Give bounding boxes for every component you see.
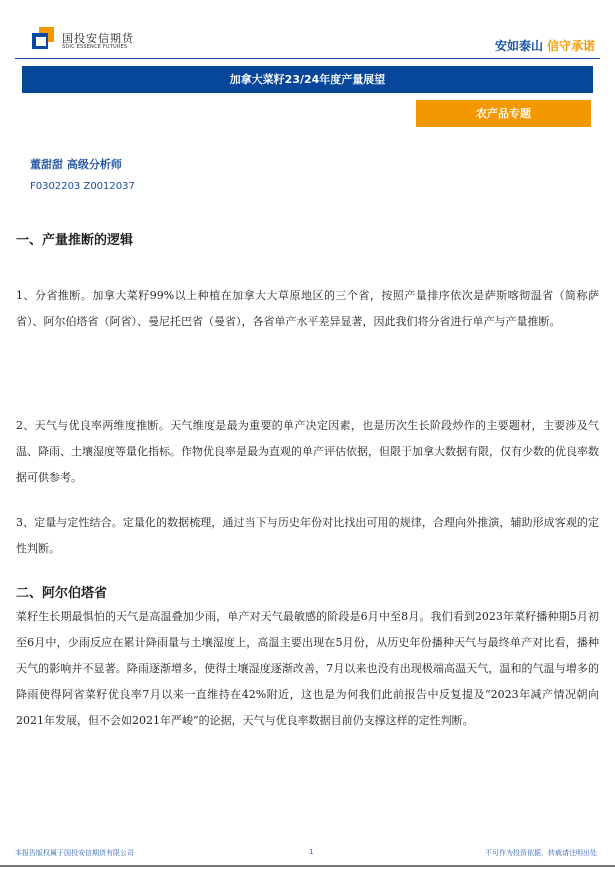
page-number: 1 [309,848,314,856]
analyst-cert-numbers: F0302203 Z0012037 [30,181,135,192]
header-divider [15,58,600,59]
logo [32,27,54,49]
footer-disclaimer: 不可作为投资依据，转载请注明出处 [485,849,597,857]
category-tag: 农产品专题 [416,100,591,127]
report-title: 加拿大菜籽23/24年度产量展望 [22,66,593,93]
section-heading-2: 二、阿尔伯塔省 [16,586,108,601]
slogan [495,37,595,54]
paragraph: 1、分省推断。加拿大菜籽99%以上种植在加拿大大草原地区的三个省，按照产量排序依次是萨斯喀彻温省（简称萨省）、阿尔伯塔省（阿省）、曼尼托巴省（曼省），各省单产水平差异显著，因此我们将分省进行单产与产量推断。 [16,289,599,328]
paragraph: 菜籽生长期最惧怕的天气是高温叠加少雨，单产对天气最敏感的阶段是6月中至8月。我们看到2023年菜籽播种期5月初至6月中，少雨反应在累计降雨量与土壤湿度上，高温主要出现在5月份，从历史年份播种天气与最终单产对比看，播种天气的影响并不显著。降雨逐渐增多，使得土壤湿度逐渐改善，7月以来也没有出现极端高温天气，温和的气温与增多的降雨使得阿省菜籽优良率7月以来一直维持在42%附近，这也是为何我们此前报告中反复提及“2023年减产情况朝向2021年发展，但不会如2021年严峻”的论据，天气与优良率数据目前仍支撑这样的定性判断。 [16,610,599,727]
slogan-part2: 信守承诺 [546,39,595,53]
brand-name-cn: 国投安信期货 [62,32,134,45]
logo-inner [36,37,46,46]
footer-divider [0,865,615,867]
brand-name-en: SDIC ESSENCE FUTURES [62,44,128,50]
slogan-part1: 安如泰山 [494,39,543,53]
paragraph: 3、定量与定性结合。定量化的数据梳理，通过当下与历史年份对比找出可用的规律，合理向外推演，辅助形成客观的定性判断。 [16,516,599,555]
paragraph: 2、天气与优良率两维度推断。天气维度是最为重要的单产决定因素，也是历次生长阶段炒作的主要题材，主要涉及气温、降雨、土壤湿度等量化指标。作物优良率是最为直观的单产评估依据，但限于加拿大数据有限，仅有少数的优良率数据可供参考。 [16,419,599,484]
author: 董甜甜 高级分析师 [30,158,122,171]
footer-copyright: 本报告版权属于国投安信期货有限公司 [15,849,134,857]
section-heading-1: 一、产量推断的逻辑 [16,233,134,248]
